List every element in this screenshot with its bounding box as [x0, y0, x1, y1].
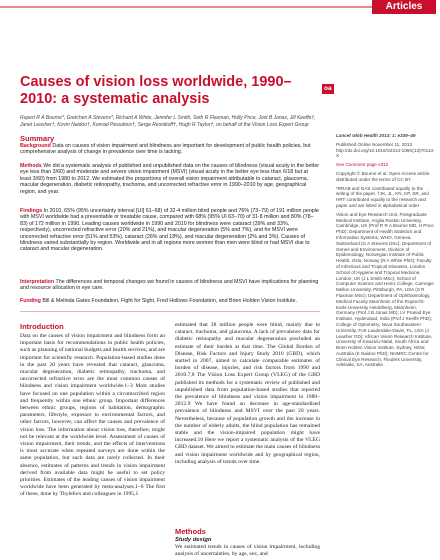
methods-label: Methods [20, 163, 42, 169]
findings-text: In 2010, 65% (95% uncertainty interval [UI] 61–68) of 32·4 million blind people and 76% (73–79) of 191 million people with MSVI worldwide had a preventable or treatable cause, compared with 68% (95% UI 63–70) of 31·8 million and 80% (78–83) of 172 million in 1990. Leading causes worldwide in 1990 and 2010 for blindness were cataract (39% and 33%, respectively), uncorrected refractive error (20% and 21%), and macular degeneration (5% and 7%), and for MSVI were uncorrected refractive error (51% and 53%), cataract (26% and 18%), and macular degeneration (2% and 3%). Causes of blindness varied substantially by region. Worldwide and in all regions more women than men were blind or had MSVI due to cataract and macular degeneration. [20, 208, 319, 253]
affiliations: Vision and Eye Research Unit, Postgraduate Medical Institute, Anglia Ruskin University, Cambridge, UK (Prof R R A Bourne MD, H Price PhD); Department of Health Statistics and Information Systems, WHO, Geneva, Switzerland (G A Stevens DSc); Department of Genes and Environment, Division of Epidemiology, Norwegian Institute of Public Health, Oslo, Norway (R A White PhD); Faculty of Infectious and Tropical Diseases, London School of Hygiene and Tropical Medicine, London, UK (J L Smith MSc); School of Computer Science and Heinz College, Carnegie Mellon University, Pittsburgh, PA, USA (S R Flaxman MSc); Department of Ophthalmology, Medical Faculty Mannheim of the Ruprecht-Karls-University Heidelberg, Mannheim, Germany (Prof J B Jonas MD); LV Prasad Eye Institute, Hyderabad, India (Prof J Keeffe PhD); College of Optometry, Nova Southeastern University, Fort Lauderdale-Davie, FL, USA (J Leasher OD); African Vision Research Institute, University of Kwazulu-Natal, South Africa and Brien Holden Vision Institute, Sydney, NSW, Australia (K Naidoo PhD); NHMRC Centre for Clinical Eye Research, Flinders University, Adelaide, SA, Australia [336, 211, 434, 368]
header-bar [0, 0, 440, 14]
copyright-note: Copyright © Bourne et al. Open Access article distributed under the terms of CC BY [336, 170, 430, 182]
abstract-background [20, 143, 320, 156]
funding-label: Funding [20, 298, 41, 304]
open-access-badge: oa [324, 85, 332, 92]
introduction-column-2: estimated that 38 million people were blind, mainly due to cataract, trachoma, and glaucoma. A lack of prevalence data for diabetic retinopathy and macular degeneration precluded an estimate of their burden at that time. The Global Burden of Disease, Risk Factors and Injury Study 2010 (GBD), which started in 2007, aimed to calculate comparable estimates of burden of disease, injuries, and risk factors from 1990 and 2010.7,8 The Vision Loss Expert Group (VLEG) of the GBD published its methods for a systematic review of published and unpublished data from population-based studies that reported the prevalence of blindness and vision impairment in 1980–2012.9 We have found an decrease in age-standardised prevalence of blindness and MSVI over the past 20 years. Nevertheless, because of population growth and the increase in the number of elderly adults, the blind population has remained stable and the vision-impaired population might have increased.10 Here we report a systematic analysis of the VLEG GBD dataset. We aimed to estimate the main causes of blindness and vision impairment worldwide and by geographical region, including analysis of trends over time. [175, 322, 321, 465]
funding-text: Bill & Melinda Gates Foundation, Fight for Sight, Fred Hollows Foundation, and Brien Holden Vision Institute. [42, 298, 297, 304]
methods-text: We did a systematic analysis of published and unpublished data on the causes of blindness (visual acuity in the better eye less than 3/60) and moderate and severe vision impairment (MSVI) (visual acuity in the better eye less than 6/18 but at least 3/60) from 1980 to 2012. We estimated the proportions of overall vision impairment attributable to cataract, glaucoma, macular degeneration, diabetic retinopathy, trachoma, and uncorrected refractive error in 1990–2010 by age, geographical region, and year. [20, 163, 320, 195]
article-title: Causes of vision loss worldwide, 1990–2010: a systematic analysis [20, 74, 292, 107]
header-rule [0, 6, 374, 8]
journal-reference: Lancet Glob Health 2013; 1: e339–49 [336, 133, 416, 138]
sidebar [336, 133, 436, 371]
interpretation-text: The differences and temporal changes we found in causes of blindness and MSVI have implications for planning and resource allocation in eye care. [20, 279, 319, 292]
abstract-findings [20, 208, 320, 253]
publication-info[interactable]: Published Online November 11, 2013 http://dx.doi.org/10.1016/S2214-109X(13)70113-X [336, 141, 435, 159]
summary-heading: Summary [20, 134, 55, 143]
introduction-column-1: Data on the causes of vision impairment and blindness form an important basis for recommendations in public health policies, such as planning of national budgets and health services, and are important for scientific research. Population-based studies done in the past 20 years have revealed that cataract, glaucoma, macular degeneration, diabetic retinopathy, trachoma, and uncorrected refractive error are the most common causes of blindness and vision impairment worldwide.1–3 Most studies have focused on one population within a circumscribed region and frequently within one ethnic group. Important differences between ethnic groups, regions of habitation, demographic parameters, lifestyle, exposure to environmental factors, and other factors, however, can affect the causes and prevalence of vision loss. The information about vision loss, therefore, might not be relevant at the worldwide level. Assessment of causes of vision impairment, their trends, and the effects of interventions is most accurate when repeated surveys are done within the same population, but such data are rarely collected. In their absence, estimates of patterns and trends in vision impairment derived from available data might be useful to set policy priorities. Estimates of the leading causes of vision impairment worldwide have been generated by meta-analyses.1–6 The first of these, done by Thylefors and colleagues in 1995,1 [20, 333, 165, 498]
section-divider [20, 311, 320, 312]
background-text: Data on causes of vision impairment and blindness are important for development of public health policies, but comprehensive analysis of change in prevalence over time is lacking. [20, 143, 311, 156]
study-design-heading: Study design [175, 537, 212, 543]
interpretation-label: Interpretation [20, 279, 55, 285]
findings-label: Findings [20, 208, 43, 214]
section-label: Articles [372, 0, 436, 14]
background-label: Background [20, 143, 51, 149]
introduction-heading: Introduction [20, 322, 64, 331]
comment-link[interactable]: See Comment page e312 [336, 162, 389, 168]
study-design-text: We estimated trends in causes of vision impairment, including analysis of uncertainties, by age, sex, and [175, 544, 320, 558]
access-badges [322, 84, 334, 94]
abstract-funding [20, 298, 320, 304]
author-footnotes: *RRAB and GAS contributed equally to the writing of the paper. †JK, JL, KN, KP, SR, and HRT contributed equally to the research and paper and are listed in alphabetical order [336, 185, 429, 208]
abstract-methods [20, 163, 320, 195]
abstract-interpretation [20, 279, 320, 292]
methods-heading: Methods [175, 527, 206, 536]
author-list: Rupert R A Bourne*, Gretchen A Stevens*, Richard A White, Jennifer L Smith, Seth R Flaxman, Holly Price, Jost B Jonas, Jill Keeffe†, Janet Leasher†, Kovin Naidoo†, Konrad Pesudovs†, Serge Resnikoff†, Hugh R Taylor†, on behalf of the Vision Loss Expert Group [20, 115, 316, 128]
